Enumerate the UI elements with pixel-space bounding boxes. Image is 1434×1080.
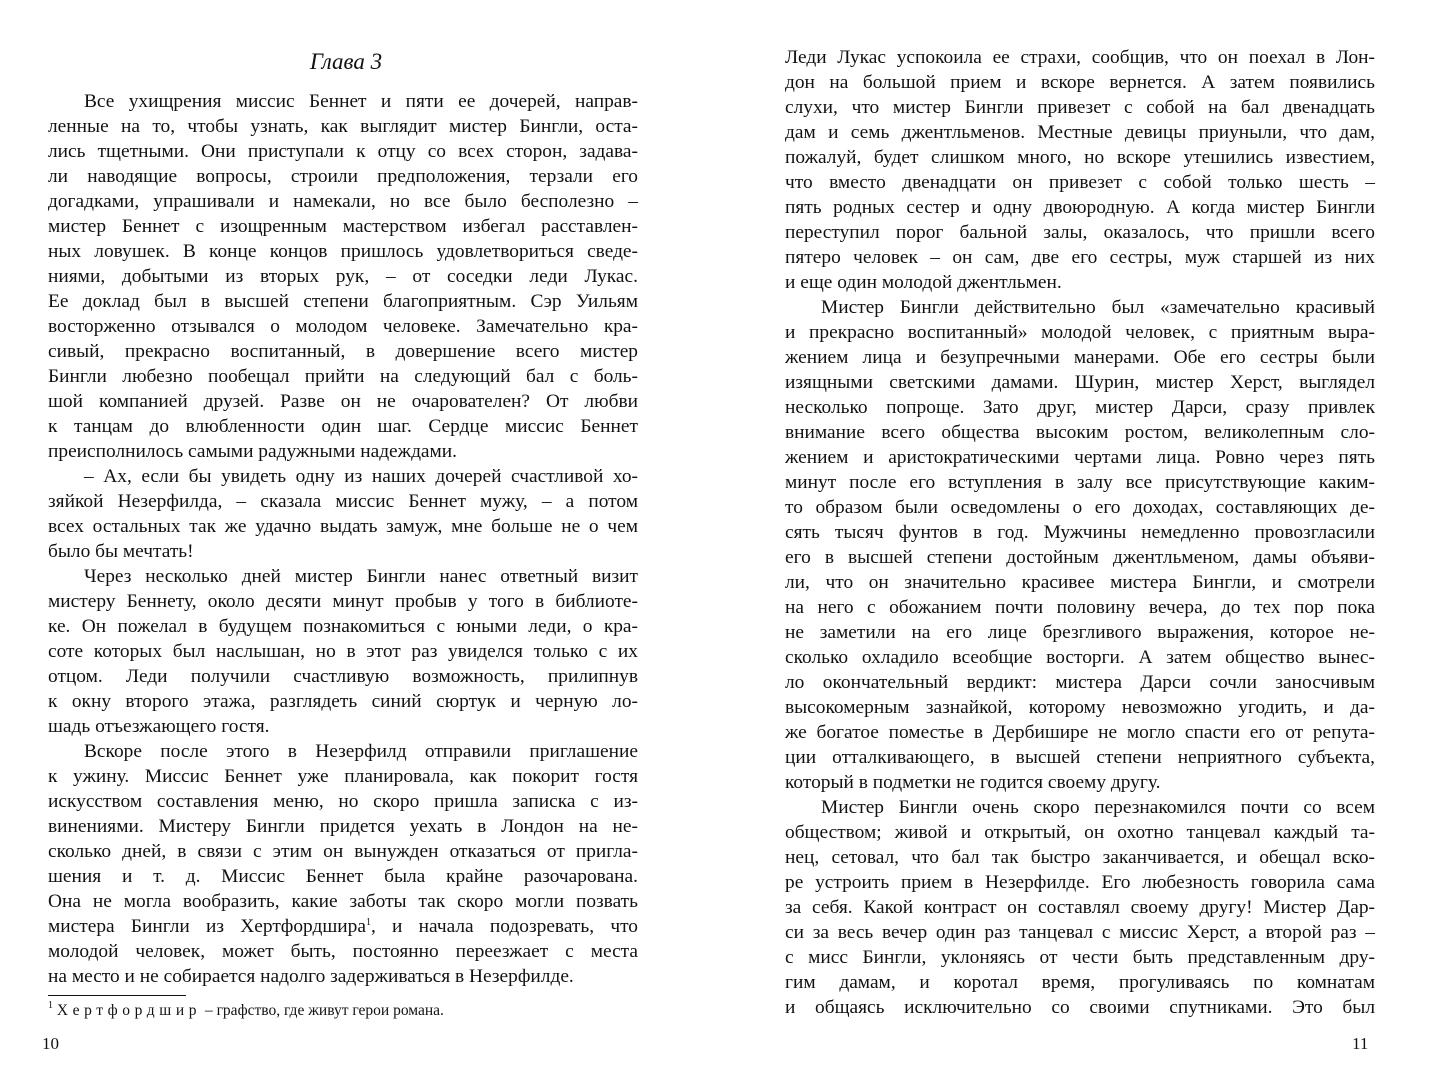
- text-line: ли наводящие вопросы, строили предположения, терзали его: [48, 166, 638, 187]
- text-line: пожалуй, будет слишком много, но вскоре утешились известием,: [785, 147, 1375, 168]
- text-line: мистер Беннет с изощренным мастерством избегал расставлен-: [48, 216, 638, 237]
- text-line: винениями. Мистеру Бингли придется уехать в Лондон на не-: [48, 816, 638, 837]
- text-line: лись тщетными. Они приступали к отцу со всех сторон, задава-: [48, 141, 638, 162]
- text-line: несколько попроще. Зато друг, мистер Дарси, сразу привлек: [785, 397, 1375, 418]
- page-number: 11: [1352, 1034, 1369, 1053]
- chapter-title: Глава 3: [309, 49, 383, 74]
- text-line: шой компанией друзей. Разве он не очарователен? От любви: [48, 391, 638, 412]
- text-line: то образом были осведомлены о его доходах, составляющих де-: [785, 497, 1375, 518]
- footnote-text: – графство, где живут герои романа.: [201, 1002, 444, 1019]
- text-line: сколько дней, в связи с этим он вынужден отказаться от пригла-: [48, 841, 638, 862]
- text-line: шадь отъезжающего гостя.: [48, 716, 270, 737]
- text-line: ли, что он значительно красивее мистера Бингли, и смотрели: [785, 572, 1375, 593]
- footnote: [48, 1000, 638, 1022]
- text-line: Леди Лукас успокоила ее страхи, сообщив, что он поехал в Лон-: [785, 47, 1375, 68]
- text-line: всех остальных так же удачно выдать замуж, мне больше не о чем: [48, 516, 638, 537]
- text-line: ниями, добытыми из вторых рук, – от соседки леди Лукас.: [48, 266, 638, 287]
- footnote-marker: 1: [48, 1000, 53, 1011]
- text-line: обществом; живой и открытый, он охотно танцевал каждый та-: [785, 822, 1375, 843]
- text-line: ре устроить прием в Незерфилде. Его любезность говорила сама: [785, 872, 1375, 893]
- text-line: к ужину. Миссис Беннет уже планировала, как покорит гостя: [48, 766, 638, 787]
- text-line: к окну второго этажа, разглядеть синий сюртук и черную ло-: [48, 691, 638, 712]
- text-line: искусством составления меню, но скоро пришла записка с из-: [48, 791, 638, 812]
- footnote-reference: 1: [365, 917, 371, 928]
- text-line: ленные на то, чтобы узнать, как выглядит мистер Бингли, оста-: [48, 116, 638, 137]
- text-line: пятеро человек – он сам, две его сестры, муж старшей из них: [785, 247, 1375, 268]
- text-line: Все ухищрения миссис Беннет и пяти ее дочерей, направ-: [84, 91, 638, 112]
- text-line: пять родных сестер и одну двоюродную. А когда мистер Бингли: [785, 197, 1375, 218]
- text-line: [48, 914, 638, 939]
- text-line: не заметили на его лице брезгливого выражения, которое не-: [785, 622, 1375, 643]
- text-line: догадками, упрашивали и намекали, но все было бесполезно –: [48, 191, 638, 212]
- text-line: что вместо двенадцати он привезет с собой только шесть –: [785, 172, 1375, 193]
- text-line: с мисс Бингли, уклоняясь от чести быть представленным дру-: [785, 947, 1375, 968]
- text-line: внимание всего общества высоким ростом, великолепным сло-: [785, 422, 1375, 443]
- text-line: зяйкой Незерфилда, – сказала миссис Беннет мужу, – а потом: [48, 491, 638, 512]
- text-line: изящными светскими дамами. Шурин, мистер Херст, выглядел: [785, 372, 1375, 393]
- text-line: ции отталкивающего, в высшей степени неприятного субъекта,: [785, 747, 1375, 768]
- text-segment: мистера Бингли из Хертфордшира: [48, 916, 366, 937]
- footnote-divider: [48, 995, 186, 996]
- text-line: молодой человек, может быть, постоянно переезжает с места: [48, 941, 638, 962]
- text-line: к танцам до влюбленности один шаг. Сердце миссис Беннет: [48, 416, 638, 437]
- text-line: дон на большой прием и вскоре вернется. А затем появились: [785, 72, 1375, 93]
- text-line: сивый, прекрасно воспитанный, в довершение всего мистер: [48, 341, 638, 362]
- text-line: который в подметки не годится своему другу.: [785, 772, 1161, 793]
- text-line: ло окончательный вердикт: мистера Дарси сочли заносчивым: [785, 672, 1375, 693]
- text-line: восторженно отзывался о молодом человеке. Замечательно кра-: [48, 316, 638, 337]
- text-line: Мистер Бингли действительно был «замечательно красивый: [821, 297, 1375, 318]
- text-line: дам и семь джентльменов. Местные девицы приуныли, что дам,: [785, 122, 1375, 143]
- text-segment: , и начала подозревать, что: [370, 916, 638, 937]
- text-line: и еще один молодой джентльмен.: [785, 272, 1062, 293]
- text-line: Бингли любезно пообещал прийти на следующий бал с боль-: [48, 366, 638, 387]
- text-line: Через несколько дней мистер Бингли нанес ответный визит: [84, 566, 638, 587]
- text-line: сять тысяч фунтов в год. Мужчины немедленно провозгласили: [785, 522, 1375, 543]
- text-line: жением и аристократическими чертами лица. Ровно через пять: [785, 447, 1375, 468]
- text-line: и общаясь исключительно со своими спутниками. Это был: [785, 997, 1375, 1018]
- text-line: же богатое поместье в Дербишире не могло спасти его от репута-: [785, 722, 1375, 743]
- text-line: отцом. Леди получили счастливую возможность, прилипнув: [48, 666, 638, 687]
- text-line: на место и не собирается надолго задерживаться в Незерфилде.: [48, 966, 574, 987]
- text-line: его в высшей степени достойным джентльменом, дамы объяви-: [785, 547, 1375, 568]
- text-line: было бы мечтать!: [48, 541, 194, 562]
- text-line: Мистер Бингли очень скоро перезнакомился почти со всем: [821, 797, 1375, 818]
- text-line: соте которых был наслышан, но в этот раз увиделся только с их: [48, 641, 638, 662]
- text-line: на него с обожанием почти половину вечера, до тех пор пока: [785, 597, 1375, 618]
- text-line: жением лица и безупречными манерами. Обе его сестры были: [785, 347, 1375, 368]
- text-line: за себя. Какой контраст он составлял своему другу! Мистер Дар-: [785, 897, 1375, 918]
- text-line: высокомерным зазнайкой, которому невозможно угодить, и да-: [785, 697, 1375, 718]
- text-line: слухи, что мистер Бингли привезет с собой на бал двенадцать: [785, 97, 1375, 118]
- text-line: сколько охладило всеобщие восторги. А затем общество вынес-: [785, 647, 1375, 668]
- text-line: ных ловушек. В конце концов пришлось удовлетвориться сведе-: [48, 241, 638, 262]
- text-line: и прекрасно воспитанный» молодой человек, с приятным выра-: [785, 322, 1375, 343]
- text-line: Вскоре после этого в Незерфилд отправили приглашение: [84, 741, 638, 762]
- text-line: гим дамам, и коротал время, прогуливаясь по комнатам: [785, 972, 1375, 993]
- text-line: нец, сетовал, что бал так быстро заканчивается, и обещал вско-: [785, 847, 1375, 868]
- page-number: 10: [42, 1034, 59, 1053]
- text-line: Ее доклад был в высшей степени благоприятным. Сэр Уильям: [48, 291, 638, 312]
- footnote-term: Хертфордшир: [56, 1002, 202, 1019]
- text-line: мистеру Беннету, около десяти минут пробыв у того в библиоте-: [48, 591, 638, 612]
- text-line: шения и т. д. Миссис Беннет была крайне разочарована.: [48, 866, 638, 887]
- text-line: Она не могла вообразить, какие заботы так скоро могли позвать: [48, 891, 638, 912]
- text-line: ке. Он пожелал в будущем познакомиться с юными леди, о кра-: [48, 616, 638, 637]
- text-line: си за весь вечер один раз танцевал с миссис Херст, а второй раз –: [785, 922, 1375, 943]
- text-line: – Ах, если бы увидеть одну из наших дочерей счастливой хо-: [84, 466, 638, 487]
- text-line: преисполнилось самыми радужными надеждами.: [48, 441, 458, 462]
- text-line: минут после его вступления в залу все присутствующие каким-: [785, 472, 1375, 493]
- text-line: переступил порог бальной залы, оказалось, что пришли всего: [785, 222, 1375, 243]
